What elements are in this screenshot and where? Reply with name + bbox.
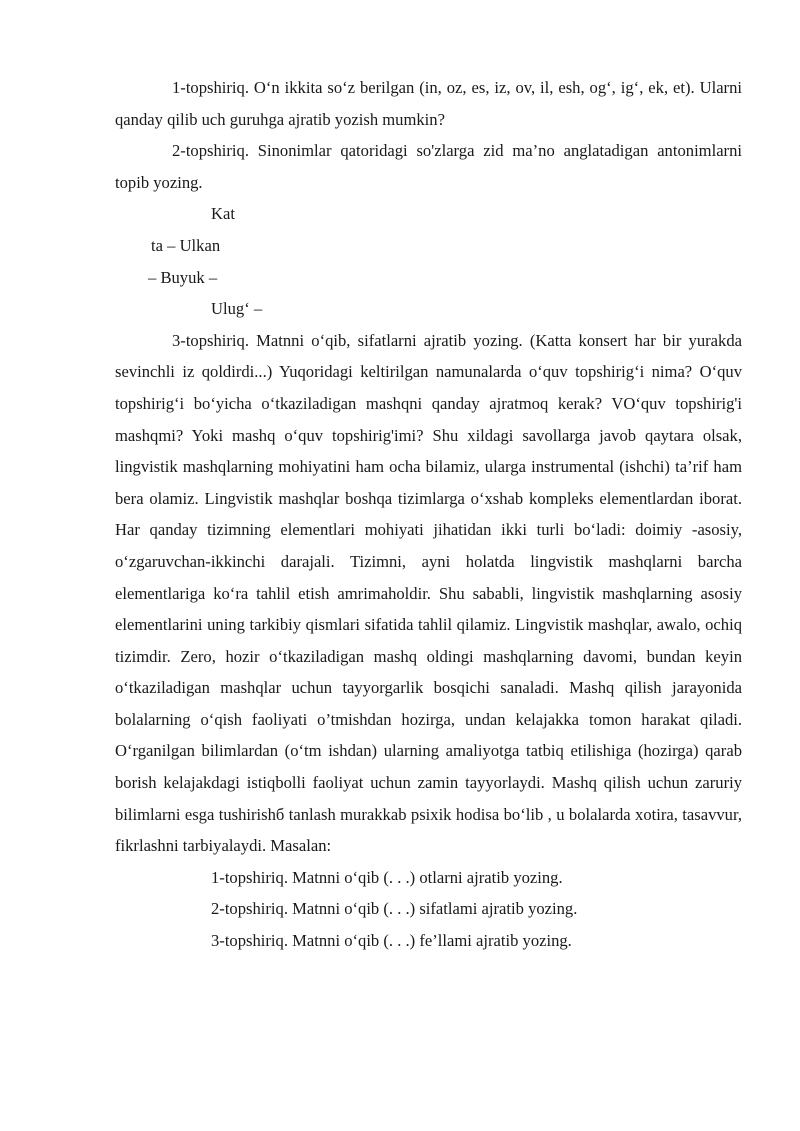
word-line-buyuk: – Buyuk –: [148, 267, 218, 287]
task-1-paragraph: 1-topshiriq. O‘n ikkita so‘z berilgan (in, oz, es, iz, ov, il, esh, og‘, ig‘, ek, et). Ularni qanday qilib uch guruhga ajratib yozish mumkin?: [115, 78, 742, 129]
word-line-ta-ulkan: ta – Ulkan: [151, 235, 221, 255]
document-page: [115, 72, 742, 957]
word-line-ulug: Ulug‘ –: [211, 299, 263, 319]
example-task-2: 2-topshiriq. Matnni o‘qib (. . .) sifatlami ajratib yozing.: [211, 899, 578, 919]
example-task-3: 3-topshiriq. Matnni o‘qib (. . .) fe’llami ajratib yozing.: [211, 931, 572, 951]
word-line-kat: Kat: [211, 204, 235, 224]
example-task-1: 1-topshiriq. Matnni o‘qib (. . .) otlarni ajratib yozing.: [211, 867, 563, 887]
task-2-paragraph: 2-topshiriq. Sinonimlar qatoridagi so'zlarga zid ma’no anglatadigan antonimlarni topib yozing.: [115, 141, 742, 192]
task-3-paragraph: 3-topshiriq. Matnni o‘qib, sifatlarni ajratib yozing. (Katta konsert har bir yurakda sevinchli iz qoldirdi...) Yuqoridagi keltirilgan namunalarda o‘quv topshirig‘i nima? O‘quv topshirig‘i bo‘yicha o‘tkaziladigan mashqni qanday ajratmoq kerak? VO‘quv topshirig'i mashqmi? Yoki mashq o‘quv topshirig'imi? Shu xildagi savollarga javob qaytara olsak, lingvistik mashqlarning mohiyatini ham ocha bilamiz, ularga instrumental (ishchi) ta’rif ham bera olamiz. Lingvistik mashqlar boshqa tizimlarga o‘xshab kompleks elementlardan iborat. Har qanday tizimning elementlari mohiyati jihatidan ikki turli bo‘ladi: doimiy -asosiy, o‘zgaruvchan-ikkinchi darajali. Tizimni, ayni holatda lingvistik mashqlarni barcha elementlariga ko‘ra tahlil etish amrimaholdir. Shu sababli, lingvistik mashqlarning asosiy elementlarini uning tarkibiy qismlari sifatida tahlil qilamiz. Lingvistik mashqlar, awalo, ochiq tizimdir. Zero, hozir o‘tkaziladigan mashq oldingi mashqlarning davomi, bundan keyin o‘tkaziladigan mashqlar uchun tayyorgarlik bosqichi sanaladi. Mashq qilish jarayonida bolalarning o‘qish faoliyati o’tmishdan hozirga, undan kelajakka tomon harakat qiladi. O‘rganilgan bilimlardan (o‘tm ishdan) ularning amaliyotga tatbiq etilishiga (hozirga) qarab borish kelajakdagi istiqbolli faoliyat uchun zamin tayyorlaydi. Mashq qilish uchun zaruriy bilimlarni esga tushirishб tanlash murakkab psixik hodisa bo‘lib , u bolalarda xotira, tasavvur, fikrlashni tarbiyalaydi. Masalan:: [115, 330, 742, 856]
